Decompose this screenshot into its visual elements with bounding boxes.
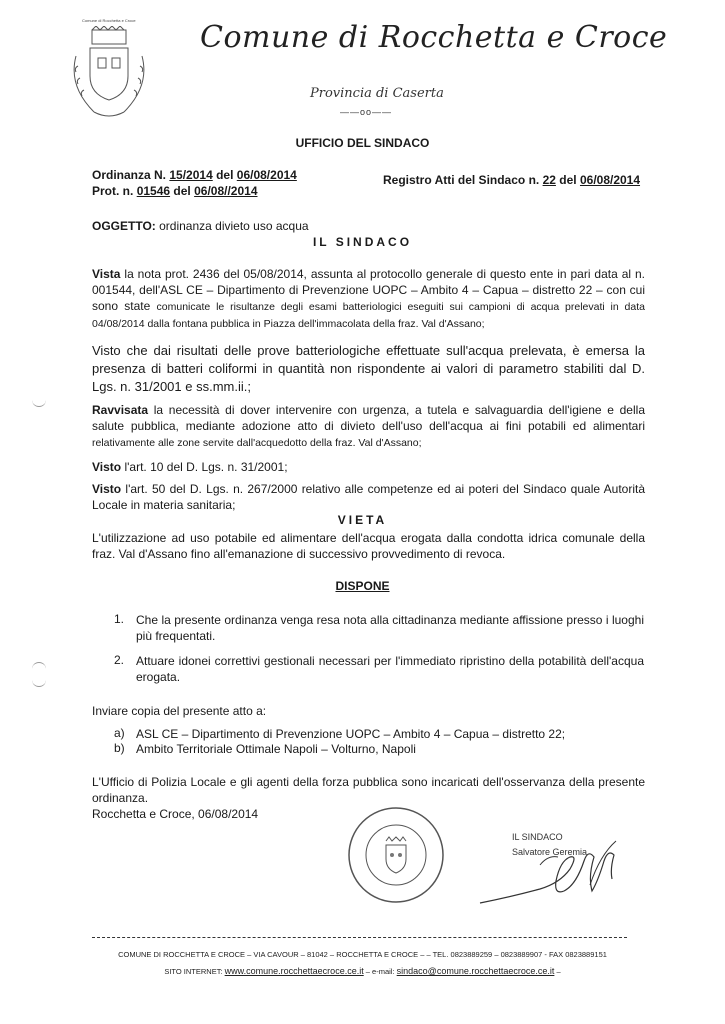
scan-edge-mark xyxy=(32,680,46,687)
sindaco-sign-label: IL SINDACO xyxy=(512,832,563,842)
ravvisata-label: Ravvisata xyxy=(92,403,149,417)
vista-label: Vista xyxy=(92,267,121,281)
inviare-item-a-num: a) xyxy=(114,726,125,740)
footer-suffix: – xyxy=(556,967,561,976)
registro-atti xyxy=(383,173,640,187)
polizia-paragraph: L'Ufficio di Polizia Locale e gli agenti della forza pubblica sono incaricati dell'osservanza della presente ordinanza. xyxy=(92,775,645,805)
registro-label: Registro Atti del Sindaco n. xyxy=(383,173,540,187)
vista-text: la nota prot. 2436 del 05/08/2014, assunta al protocollo generale di questo ente in pari data al n. 001544, dell'ASL CE – Dipartimento di Prevenzione UOPC – Ambito 4 – Capua – distretto 22 – con cui sono state xyxy=(92,267,645,313)
inviare-item-b-num: b) xyxy=(114,741,125,755)
registro-date: 06/08/2014 xyxy=(579,173,641,187)
ufficio-heading: UFFICIO DEL SINDACO xyxy=(295,136,430,150)
inviare-item-a-text: ASL CE – Dipartimento di Prevenzione UOPC – Ambito 4 – Capua – distretto 22; xyxy=(136,727,566,741)
scan-edge-mark xyxy=(32,662,46,669)
ordinanza-date: 06/08/2014 xyxy=(236,168,297,182)
prot-date: 06/08//2014 xyxy=(194,184,258,198)
prot-label: Prot. n. xyxy=(92,184,134,198)
prot-num: 01546 xyxy=(136,184,171,198)
ordinanza-label: Ordinanza N. xyxy=(92,168,167,182)
dispone-item-2-num: 2. xyxy=(114,653,125,667)
vista-paragraph xyxy=(92,266,645,332)
inviare-label: Inviare copia del presente atto a: xyxy=(92,704,267,718)
provincia-subtitle: Provincia di Caserta xyxy=(310,86,444,101)
ordinanza-del: del xyxy=(216,168,234,182)
dispone-item-1-text: Che la presente ordinanza venga resa nota alla cittadinanza mediante affissione presso i luoghi più frequentati. xyxy=(136,613,644,643)
footer-contacts xyxy=(0,966,725,976)
footer-site-label: SITO INTERNET: xyxy=(164,967,223,976)
municipal-crest-icon xyxy=(68,26,150,126)
prot-del: del xyxy=(173,184,191,198)
municipal-seal-icon xyxy=(346,805,446,905)
dispone-heading: DISPONE xyxy=(335,579,390,593)
dispone-item-2-text: Attuare idonei correttivi gestionali necessari per l'immediato ripristino della potabilità dell'acqua erogata. xyxy=(136,654,644,684)
ordinanza-number xyxy=(92,168,297,182)
scan-edge-mark xyxy=(32,400,46,407)
visto-art50-label: Visto xyxy=(92,482,122,496)
visto-art10-label: Visto xyxy=(92,460,122,474)
visto-art10-text: l'art. 10 del D. Lgs. n. 31/2001; xyxy=(124,460,288,474)
registro-num: 22 xyxy=(542,173,556,187)
place-date: Rocchetta e Croce, 06/08/2014 xyxy=(92,807,259,821)
oggetto-line xyxy=(92,219,309,233)
crest-caption: Comune di Rocchetta e Croce xyxy=(82,18,136,23)
registro-del: del xyxy=(559,173,577,187)
ravvisata-text: la necessità di dover intervenire con urgenza, a tutela e salvaguardia dell'igiene e della salute pubblica, mediante adozione atto di divieto dell'uso dell'acqua ai fini potabili ed alimentari xyxy=(92,403,645,433)
dispone-item-1-num: 1. xyxy=(114,612,125,626)
visto-art10-paragraph xyxy=(92,459,645,475)
protocol-number xyxy=(92,184,258,198)
il-sindaco-heading: IL SINDACO xyxy=(312,235,413,249)
footer-email-link[interactable]: sindaco@comune.rocchettaecroce.ce.it xyxy=(396,966,555,976)
vieta-paragraph: L'utilizzazione ad uso potabile ed alimentare dell'acqua erogata dalla condotta idrica comunale della fraz. Val d'Assano fino all'emanazione di successivo provvedimento di revoca. xyxy=(92,531,645,561)
visto-art50-text: l'art. 50 del D. Lgs. n. 267/2000 relativo alle competenze ed ai poteri del Sindaco quale Autorità Locale in materia sanitaria; xyxy=(92,482,645,512)
handwritten-signature-icon xyxy=(470,825,630,915)
inviare-item-b-text: Ambito Territoriale Ottimale Napoli – Volturno, Napoli xyxy=(136,742,416,756)
comune-title: Comune di Rocchetta e Croce xyxy=(200,20,668,55)
sindaco-name: Salvatore Geremia xyxy=(512,847,588,857)
footer-address: COMUNE DI ROCCHETTA E CROCE – VIA CAVOUR – 81042 – ROCCHETTA E CROCE – – TEL. 0823889259 – 0823889907 - FAX 0823889151 xyxy=(118,950,607,959)
ravvisata-text-small: relativamente alle zone servite dall'acquedotto della fraz. Val d'Assano; xyxy=(92,437,422,449)
footer-website-link[interactable]: www.comune.rocchettaecroce.ce.it xyxy=(224,966,364,976)
ravvisata-paragraph xyxy=(92,402,645,451)
footer-divider xyxy=(92,937,627,938)
ordinanza-num: 15/2014 xyxy=(169,168,213,182)
visto-art50-paragraph xyxy=(92,481,645,513)
oggetto-text: ordinanza divieto uso acqua xyxy=(159,219,309,233)
footer-email-label: – e-mail: xyxy=(365,967,395,976)
vista-text-small: comunicate le risultanze degli esami batteriologici eseguiti sui campioni di acqua prelevati in data 04/08/2014 dalla fontana pubblica in Piazza dell'immacolata della fraz. Val d'Assano; xyxy=(92,301,645,330)
vieta-heading: VIETA xyxy=(337,513,388,527)
oggetto-label: OGGETTO: xyxy=(92,219,156,233)
header-ornament: ——oo—— xyxy=(340,107,393,117)
visto-che-paragraph: Visto che dai risultati delle prove batteriologiche effettuate sull'acqua prelevata, è emersa la presenza di batteri coliformi in quantità non rispondente ai valori di parametro stabiliti dal D. Lgs. n. 31/2001 e ss.mm.ii.; xyxy=(92,343,645,394)
